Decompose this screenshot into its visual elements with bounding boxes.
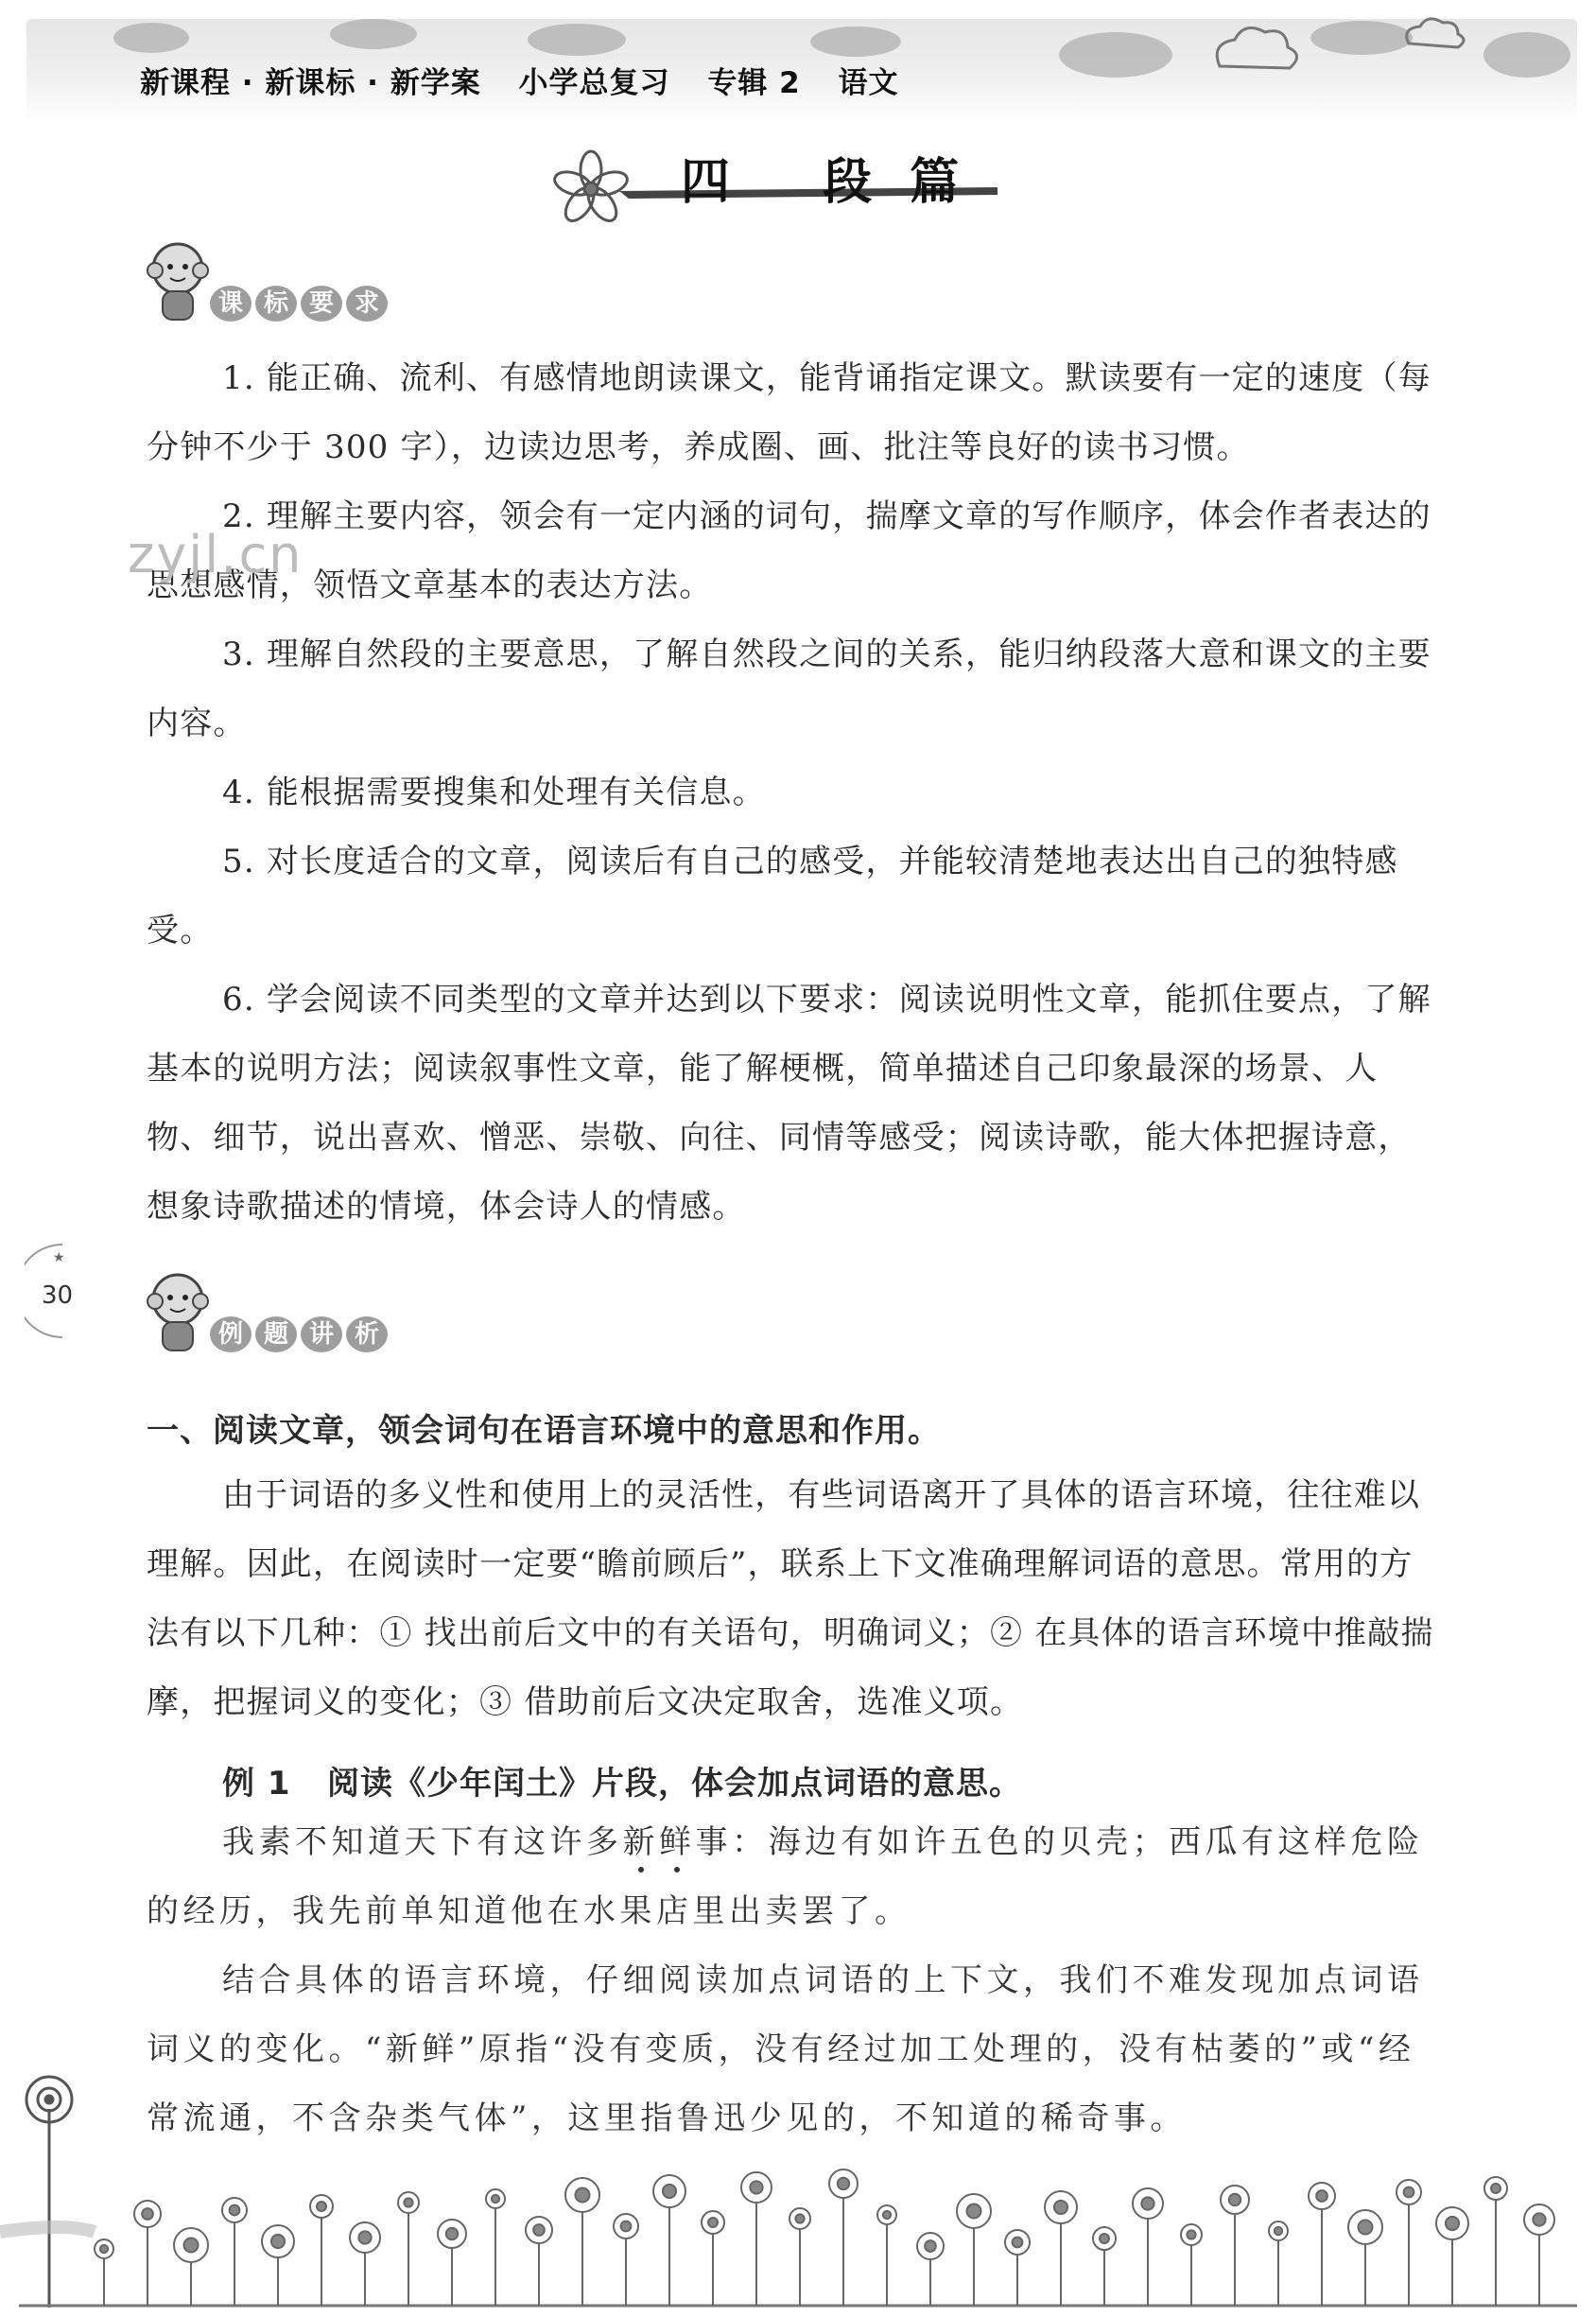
chapter-title: 四 段篇 bbox=[681, 154, 998, 211]
flower-center bbox=[446, 2228, 459, 2240]
chapter-title-block bbox=[553, 132, 1007, 236]
header-volume: 专辑 2 bbox=[707, 66, 801, 100]
flower-center bbox=[883, 2211, 891, 2219]
flower-center bbox=[100, 2245, 108, 2253]
flower-center bbox=[1533, 2213, 1545, 2225]
flower-center bbox=[838, 2178, 850, 2190]
flower-center bbox=[1100, 2234, 1109, 2243]
passage-text-after: 事：海边有如许五色的贝壳；西瓜有这样危险的经历，我先前单知道他在水果店里出卖罢了。 bbox=[147, 1823, 1424, 1930]
example-intro-paragraph: 由于词语的多义性和使用上的灵活性，有些词语离开了具体的语言环境，往往难以理解。因此，在阅读时一定要“瞻前顾后”，联系上下文准确理解词语的意思。常用的方法有以下几种：① 找出前后文中的有关语句，明确词义；② 在具体的语言环境中推敲揣摩，把握词义的变化；③ 借助前后文决定取舍，选准义项。 bbox=[147, 1476, 1434, 1721]
watermark: zyjl.cn bbox=[128, 525, 304, 584]
section-label-char: 题 bbox=[255, 1316, 297, 1352]
flower-center bbox=[1187, 2230, 1195, 2239]
flower-center bbox=[1316, 2190, 1327, 2202]
section-header-examples bbox=[142, 1267, 425, 1362]
flower-center bbox=[1404, 2187, 1414, 2198]
section-label-char: 要 bbox=[301, 286, 342, 322]
section-header-curriculum bbox=[142, 236, 425, 331]
page-number: 30 bbox=[42, 1281, 74, 1310]
flower-center bbox=[1491, 2184, 1501, 2193]
section-label-char: 讲 bbox=[301, 1316, 342, 1352]
section-label-char: 求 bbox=[346, 286, 388, 322]
example-1-line bbox=[222, 1757, 1022, 1803]
header-subject: 语文 bbox=[838, 66, 899, 100]
curriculum-item-6: 6. 学会阅读不同类型的文章并达到以下要求：阅读说明性文章，能抓住要点，了解基本的说明方法；阅读叙事性文章，能了解梗概，简单描述自己印象最深的场景、人物、细节，说出喜欢、憎恶、崇敬、向往、同情等感受；阅读诗歌，能大体把握诗意，想象诗歌描述的情境，体会诗人的情感。 bbox=[147, 981, 1431, 1226]
example-task: 阅读《少年闰土》片段，体会加点词语的意思。 bbox=[327, 1765, 1023, 1803]
flower-center bbox=[184, 2239, 199, 2253]
curriculum-item-4: 4. 能根据需要搜集和处理有关信息。 bbox=[222, 774, 766, 811]
header-book: 小学总复习 bbox=[518, 66, 670, 100]
flower-center bbox=[1141, 2197, 1154, 2209]
flower-center bbox=[230, 2205, 240, 2216]
dotted-word-char: 新 bbox=[622, 1823, 659, 1861]
flower-center bbox=[576, 2188, 590, 2203]
flower-center bbox=[271, 2235, 285, 2248]
section-label-examples bbox=[210, 1316, 391, 1352]
flower-center bbox=[1054, 2201, 1067, 2214]
header-series: 新课程 · 新课标 · 新学案 bbox=[140, 66, 481, 100]
dotted-word-char: 鲜 bbox=[659, 1823, 696, 1861]
flower-center bbox=[795, 2214, 804, 2222]
flower-center bbox=[492, 2195, 499, 2203]
header-title bbox=[140, 59, 926, 101]
example-passage bbox=[147, 1808, 1442, 1946]
curriculum-item-1: 1. 能正确、流利、有感情地朗读课文，能背诵指定课文。默读要有一定的速度（每分钟不少于 300 字），边读边思考，养成圈、画、批注等良好的读书习惯。 bbox=[147, 359, 1431, 466]
flower-center bbox=[404, 2198, 412, 2206]
monkey-mascot-icon bbox=[142, 236, 217, 331]
flower-center bbox=[1359, 2221, 1373, 2235]
flower-center bbox=[621, 2221, 632, 2232]
flower-center bbox=[1446, 2217, 1459, 2230]
example-label: 例 1 bbox=[222, 1765, 291, 1803]
flower-center bbox=[708, 2218, 718, 2227]
flower-center bbox=[533, 2224, 545, 2236]
section-label-char: 析 bbox=[346, 1316, 388, 1352]
example-analysis: 结合具体的语言环境，仔细阅读加点词语的上下文，我们不难发现加点词语词义的变化。“新鲜”原指“没有变质，没有经过加工处理的，没有枯萎的”或“经常流通，不含杂类气体”，这里指鲁迅少见的，不知道的稀奇事。 bbox=[147, 1961, 1424, 2137]
flower-center bbox=[750, 2181, 762, 2193]
flower-center bbox=[317, 2202, 326, 2211]
section-label-char: 例 bbox=[210, 1316, 252, 1352]
flower-border-decoration bbox=[0, 2033, 1596, 2317]
flower-center bbox=[925, 2240, 936, 2252]
section-label-char: 课 bbox=[210, 286, 252, 322]
flower-center bbox=[1013, 2238, 1023, 2248]
curriculum-item-3: 3. 理解自然段的主要意思，了解自然段之间的关系，能归纳段落大意和课文的主要内容。 bbox=[147, 636, 1431, 742]
svg-text:★: ★ bbox=[53, 1250, 65, 1265]
curriculum-item-5: 5. 对长度适合的文章，阅读后有自己的感受，并能较清楚地表达出自己的独特感受。 bbox=[147, 843, 1398, 949]
flower-center bbox=[1229, 2194, 1241, 2206]
monkey-mascot-icon bbox=[142, 1267, 217, 1362]
section-label-curriculum bbox=[210, 286, 391, 322]
flower-center bbox=[967, 2204, 981, 2219]
flower-center bbox=[663, 2185, 676, 2198]
example-section-heading: 一、阅读文章，领会词句在语言环境中的意思和作用。 bbox=[147, 1412, 941, 1450]
passage-text-before: 我素不知道天下有这许多 bbox=[222, 1823, 623, 1861]
curriculum-item-2: 2. 理解主要内容，领会有一定内涵的词句，揣摩文章的写作顺序，体会作者表达的思想感情，领悟文章基本的表达方法。 bbox=[147, 497, 1431, 604]
section-label-char: 标 bbox=[255, 286, 297, 322]
flower-center bbox=[1275, 2227, 1282, 2235]
flower-center bbox=[358, 2231, 371, 2243]
flower-center bbox=[142, 2208, 153, 2220]
